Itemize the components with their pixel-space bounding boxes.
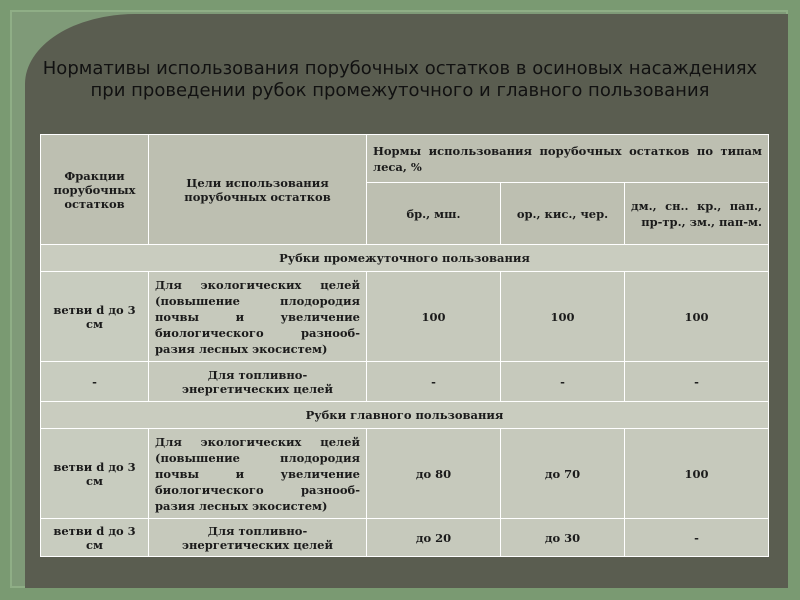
cell-value: до 80	[367, 429, 501, 519]
cell-value: до 20	[367, 519, 501, 557]
cell-fraction: ветви d до 3 см	[41, 272, 149, 362]
cell-value: 100	[501, 272, 625, 362]
header-fraction: Фракции порубочных остатков	[41, 135, 149, 245]
cell-fraction: ветви d до 3 см	[41, 429, 149, 519]
cell-purpose: Для экологических целей (повышение плодородия почвы и увеличение биологического разнооб-разия лесных экосистем)	[149, 272, 367, 362]
table-row	[41, 519, 769, 557]
section-header: Рубки промежуточного пользования	[41, 245, 769, 272]
cell-value: до 70	[501, 429, 625, 519]
cell-value: 100	[367, 272, 501, 362]
cell-fraction: ветви d до 3 см	[41, 519, 149, 557]
norms-table	[40, 134, 769, 557]
header-norms-group: Нормы использования порубочных остатков по типам леса, %	[367, 135, 769, 183]
cell-purpose: Для топливно-энергетических целей	[149, 519, 367, 557]
section-header: Рубки главного пользования	[41, 402, 769, 429]
header-forest-type-1: бр., мш.	[367, 183, 501, 245]
table-row	[41, 362, 769, 402]
header-purpose: Цели использования порубочных остатков	[149, 135, 367, 245]
cell-value: до 30	[501, 519, 625, 557]
cell-purpose: Для экологических целей (повышение плодородия почвы и увеличение биологического разнооб-разия лесных экосистем)	[149, 429, 367, 519]
cell-value: 100	[625, 429, 769, 519]
header-forest-type-2: ор., кис., чер.	[501, 183, 625, 245]
cell-value: -	[367, 362, 501, 402]
cell-fraction: -	[41, 362, 149, 402]
header-forest-type-3: дм., сн.. кр., пап., пр-тр., зм., пап-м.	[625, 183, 769, 245]
cell-value: -	[625, 362, 769, 402]
cell-purpose: Для топливно-энергетических целей	[149, 362, 367, 402]
cell-value: -	[625, 519, 769, 557]
table-row	[41, 272, 769, 362]
slide-title: Нормативы использования порубочных остатков в осиновых насаждениях при проведении рубок промежуточного и главного пользования	[42, 58, 758, 101]
cell-value: -	[501, 362, 625, 402]
cell-value: 100	[625, 272, 769, 362]
table-row	[41, 429, 769, 519]
